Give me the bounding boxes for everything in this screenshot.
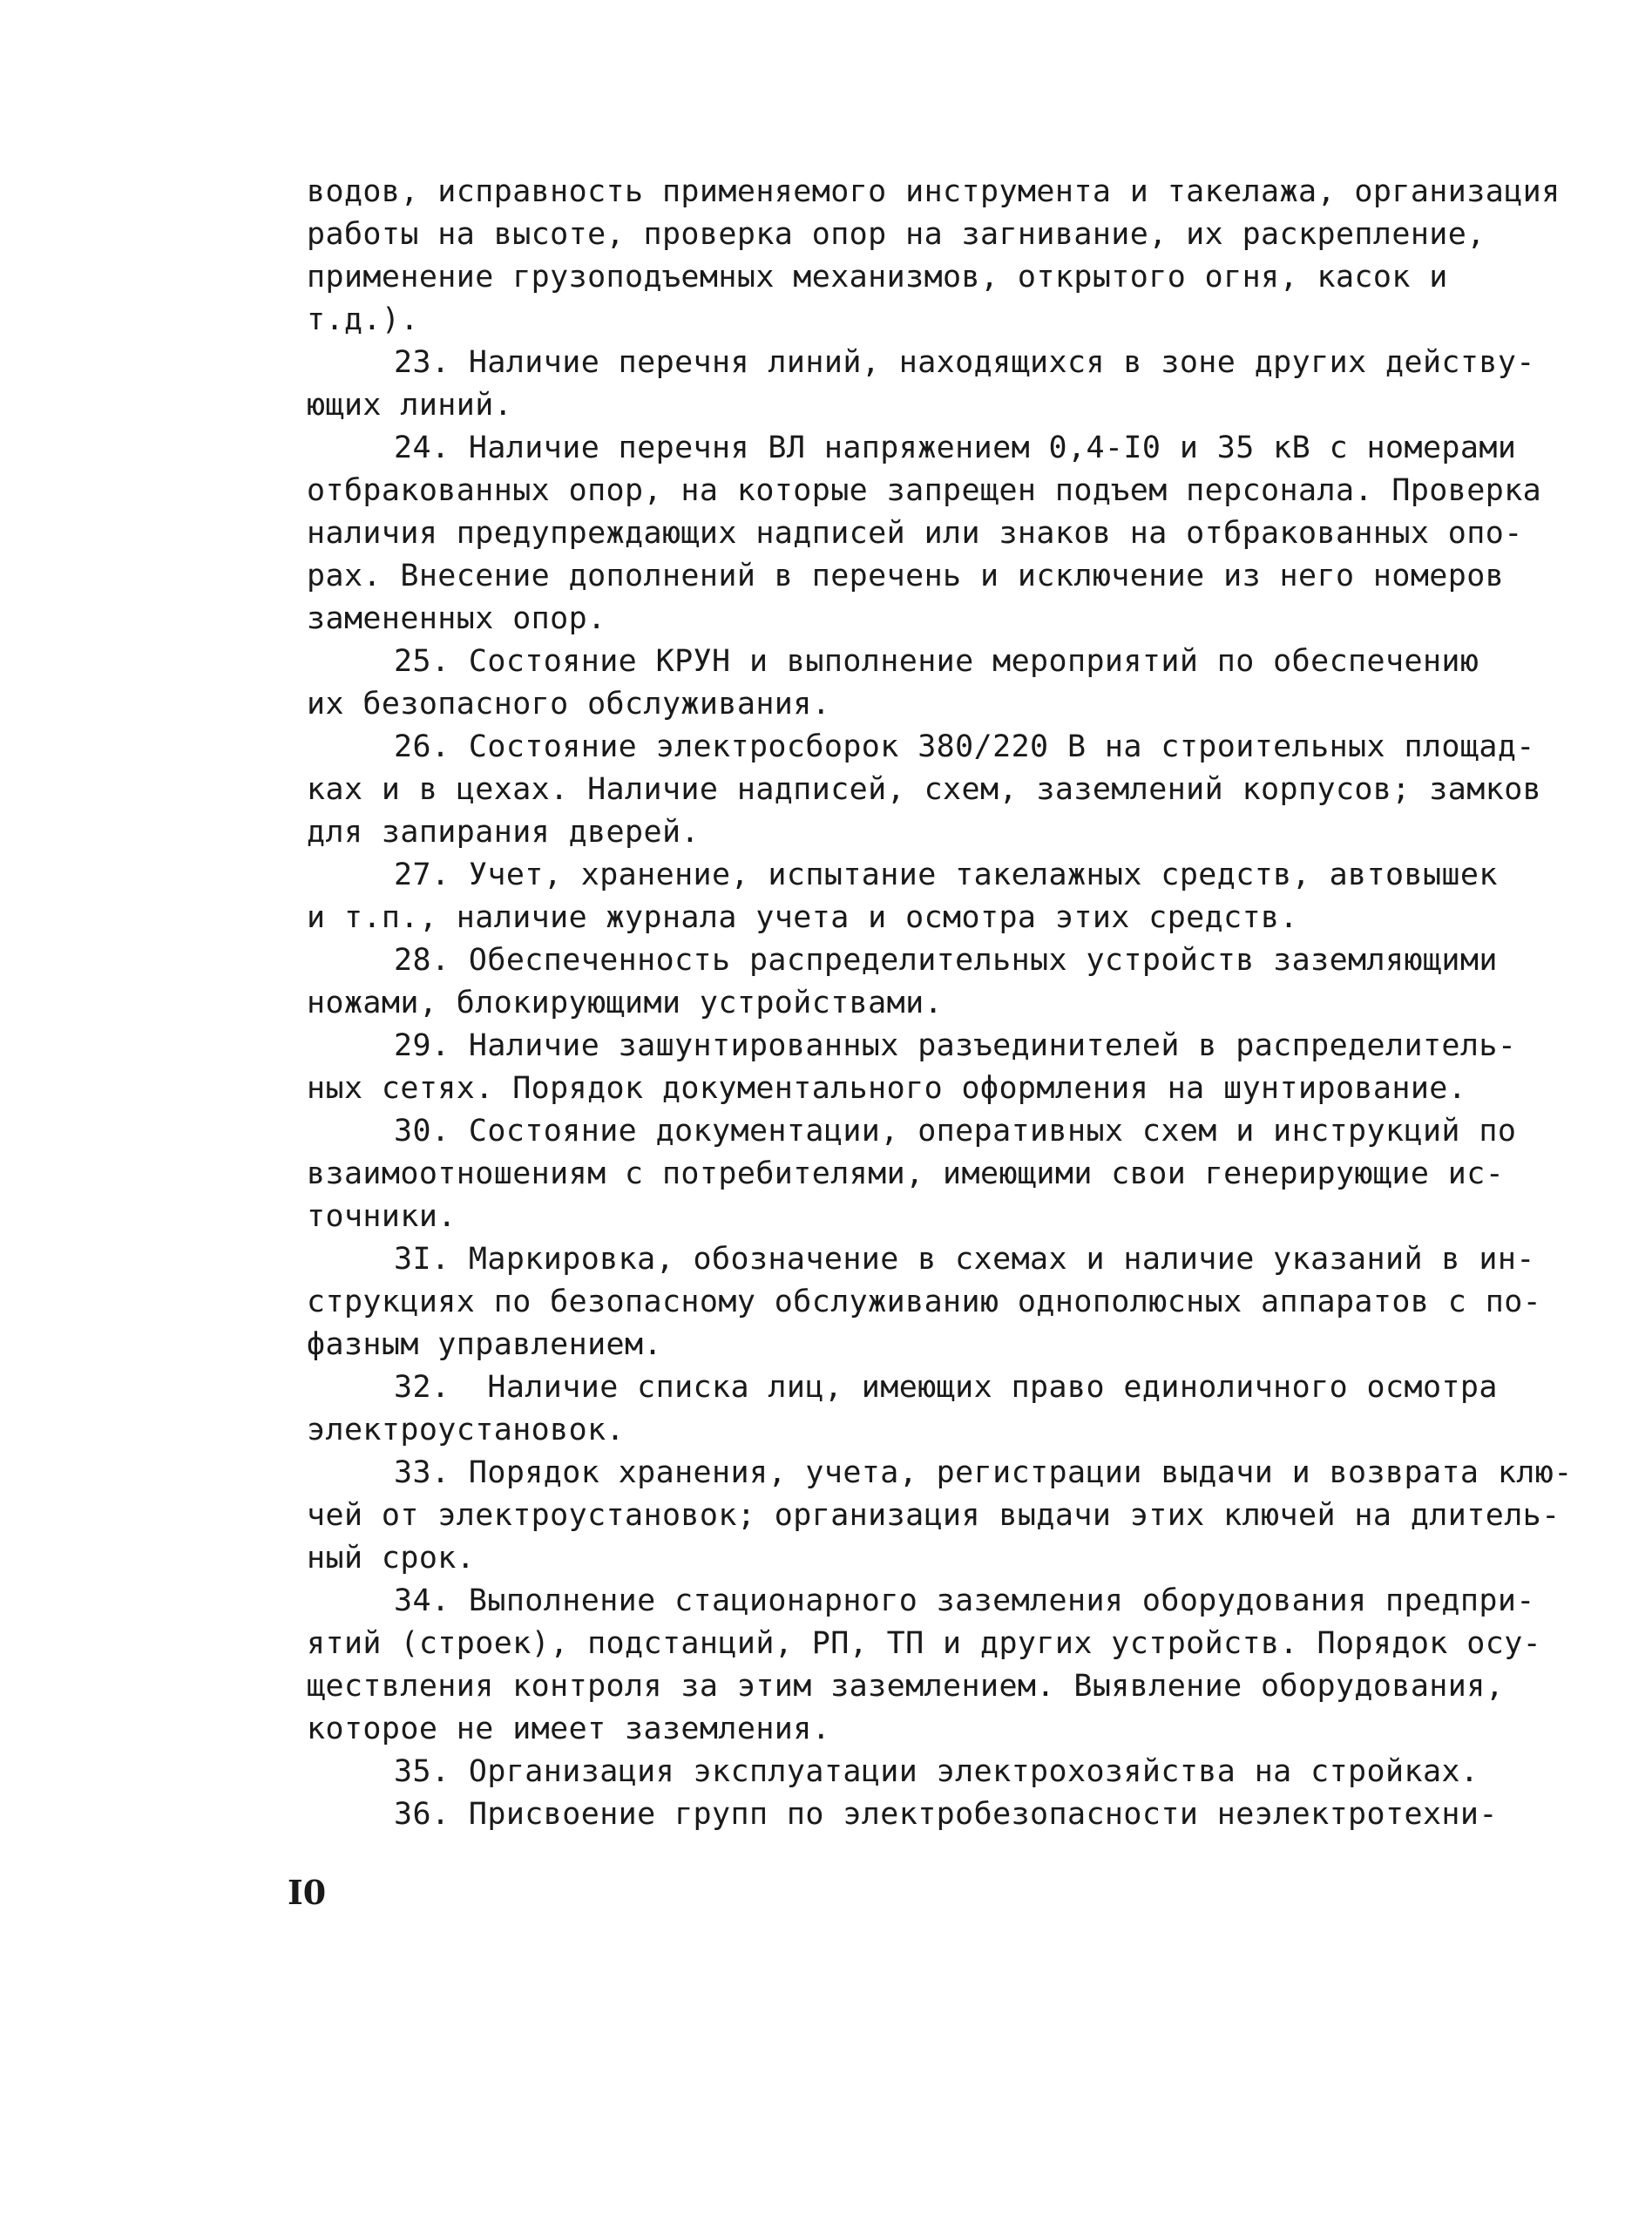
text-line: т.д.). (307, 302, 419, 337)
text-line: ках и в цехах. Наличие надписей, схем, заземлений корпусов; замков (307, 772, 1542, 807)
text-line: ных сетях. Порядок документального оформления на шунтирование. (307, 1071, 1467, 1106)
text-line: наличия предупреждающих надписей или знаков на отбракованных опо- (307, 516, 1523, 551)
text-line: чей от электроустановок; организация выдачи этих ключей на длитель- (307, 1498, 1561, 1533)
item-29-line: 29. Наличие зашунтированных разъединителей в распределитель- (394, 1028, 1517, 1063)
item-33-line: 33. Порядок хранения, учета, регистрации выдачи и возврата клю- (394, 1455, 1573, 1490)
item-26-line: 26. Состояние электросборок 380/220 В на строительных площад- (394, 729, 1535, 764)
text-line: отбракованных опор, на которые запрещен подъем персонала. Проверка (307, 473, 1542, 508)
text-line: точники. (307, 1199, 457, 1234)
document-body (307, 171, 1573, 1836)
text-line: фазным управлением. (307, 1327, 662, 1362)
text-line: которое не имеет заземления. (307, 1712, 831, 1746)
item-24-line: 24. Наличие перечня ВЛ напряжением 0,4-I0 и 35 кВ с номерами (394, 430, 1517, 465)
text-line: рах. Внесение дополнений в перечень и исключение из него номеров (307, 559, 1505, 593)
item-36-line: 36. Присвоение групп по электробезопасности неэлектротехни- (394, 1797, 1498, 1832)
text-line: ществления контроля за этим заземлением. Выявление оборудования, (307, 1669, 1505, 1704)
text-line: электроустановок. (307, 1413, 626, 1447)
text-line: взаимоотношениям с потребителями, имеющими свои генерирующие ис- (307, 1156, 1505, 1191)
item-27-line: 27. Учет, хранение, испытание такелажных средств, автовышек (394, 858, 1498, 892)
page-number: I0 (288, 1873, 327, 1912)
item-30-line: 30. Состояние документации, оперативных схем и инструкций по (394, 1114, 1517, 1149)
text-line: ющих линий. (307, 388, 513, 423)
text-line: для запирания дверей. (307, 815, 700, 850)
item-35-line: 35. Организация эксплуатации электрохозяйства на стройках. (394, 1754, 1479, 1789)
text-line: ножами, блокирующими устройствами. (307, 986, 944, 1020)
text-line: их безопасного обслуживания. (307, 687, 831, 722)
text-line: ятий (строек), подстанций, РП, ТП и других устройств. Порядок осу- (307, 1626, 1542, 1661)
item-31-line: 3I. Маркировка, обозначение в схемах и наличие указаний в ин- (394, 1242, 1535, 1277)
text-line: струкциях по безопасному обслуживанию однополюсных аппаратов с по- (307, 1285, 1542, 1319)
item-28-line: 28. Обеспеченность распределительных устройств заземляющими (394, 943, 1498, 978)
text-line: водов, исправность применяемого инструмента и такелажа, организация (307, 174, 1561, 209)
item-23-line: 23. Наличие перечня линий, находящихся в зоне других действу- (394, 345, 1535, 380)
item-34-line: 34. Выполнение стационарного заземления оборудования предпри- (394, 1583, 1535, 1618)
text-line: ный срок. (307, 1541, 476, 1576)
text-line: и т.п., наличие журнала учета и осмотра этих средств. (307, 900, 1299, 935)
item-25-line: 25. Состояние КРУН и выполнение мероприятий по обеспечению (394, 644, 1479, 679)
text-line: работы на высоте, проверка опор на загнивание, их раскрепление, (307, 217, 1486, 252)
text-line: замененных опор. (307, 601, 606, 636)
text-line: применение грузоподъемных механизмов, открытого огня, касок и (307, 260, 1448, 295)
item-32-line: 32. Наличие списка лиц, имеющих право единоличного осмотра (394, 1370, 1498, 1405)
